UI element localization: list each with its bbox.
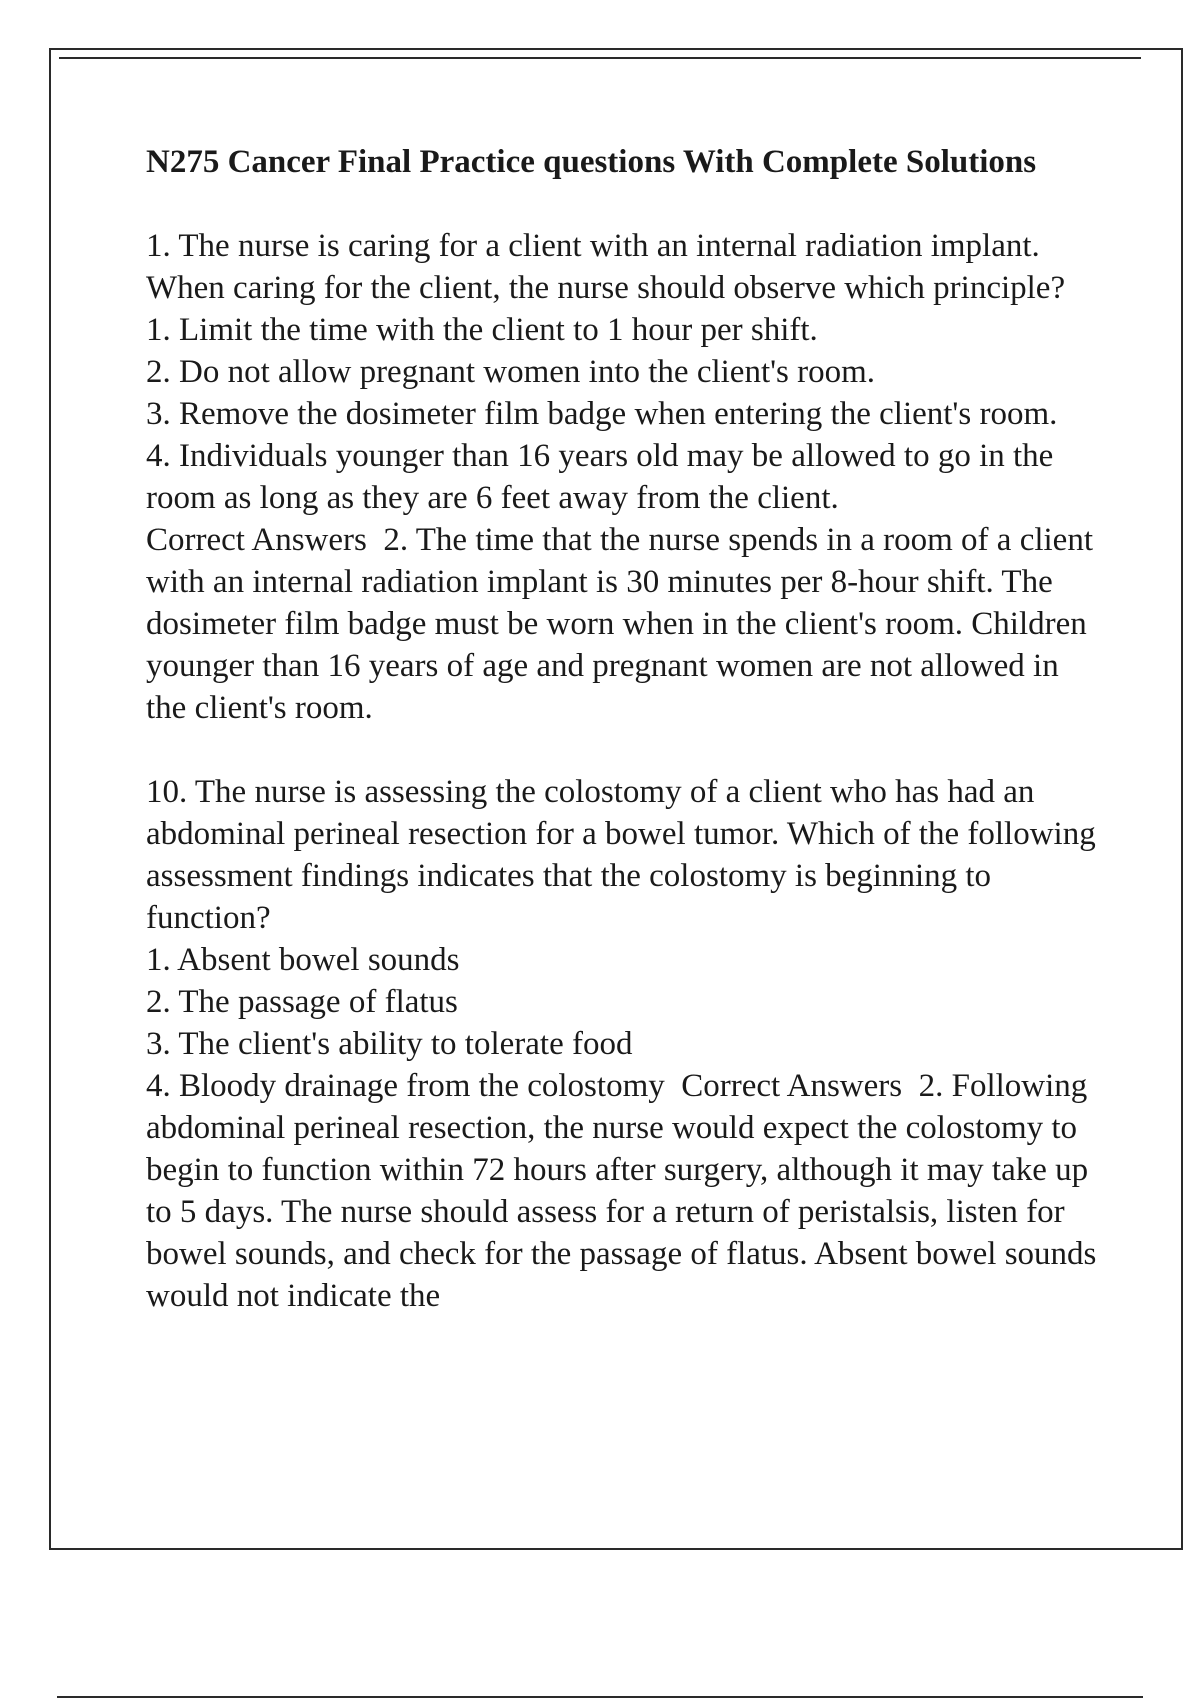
question-1 — [146, 225, 1106, 729]
header-rule — [59, 57, 1141, 59]
answer-rationale: Correct Answers 2. The time that the nurse spends in a room of a client with an internal radiation implant is 30 minutes per 8-hour shift. The dosimeter film badge must be worn when in the client's room. Children younger than 16 years of age and pregnant women are not allowed in the client's room. — [146, 522, 1102, 726]
answer-option: 1. Limit the time with the client to 1 hour per shift. — [146, 312, 818, 348]
answer-option: 3. Remove the dosimeter film badge when entering the client's room. — [146, 396, 1058, 432]
question-stem: 10. The nurse is assessing the colostomy of a client who has had an abdominal perineal resection for a bowel tumor. Which of the following assessment findings indicates that the colostomy is beginning to function? — [146, 774, 1104, 936]
answer-option: 4. Bloody drainage from the colostomy — [146, 1068, 665, 1104]
document-title: N275 Cancer Final Practice questions With Complete Solutions — [146, 144, 1037, 180]
question-10 — [146, 771, 1106, 1317]
answer-option-with-rationale — [146, 1065, 1106, 1317]
answer-option: 4. Individuals younger than 16 years old may be allowed to go in the room as long as they are 6 feet away from the client. — [146, 438, 1062, 516]
answer-rationale: Correct Answers 2. Following abdominal perineal resection, the nurse would expect the colostomy to begin to function within 72 hours after surgery, although it may take up to 5 days. The nurse should assess for a return of peristalsis, listen for bowel sounds, and check for the passage of flatus. Absent bowel sounds would not indicate the — [146, 1068, 1105, 1314]
footer-rule — [57, 1696, 1143, 1698]
answer-option: 2. Do not allow pregnant women into the client's room. — [146, 354, 876, 390]
answer-option: 2. The passage of flatus — [146, 984, 458, 1020]
question-stem: 1. The nurse is caring for a client with an internal radiation implant. When caring for the client, the nurse should observe which principle? — [146, 228, 1066, 306]
answer-option: 1. Absent bowel sounds — [146, 942, 460, 978]
document-body — [146, 142, 1106, 1359]
answer-option: 3. The client's ability to tolerate food — [146, 1026, 633, 1062]
